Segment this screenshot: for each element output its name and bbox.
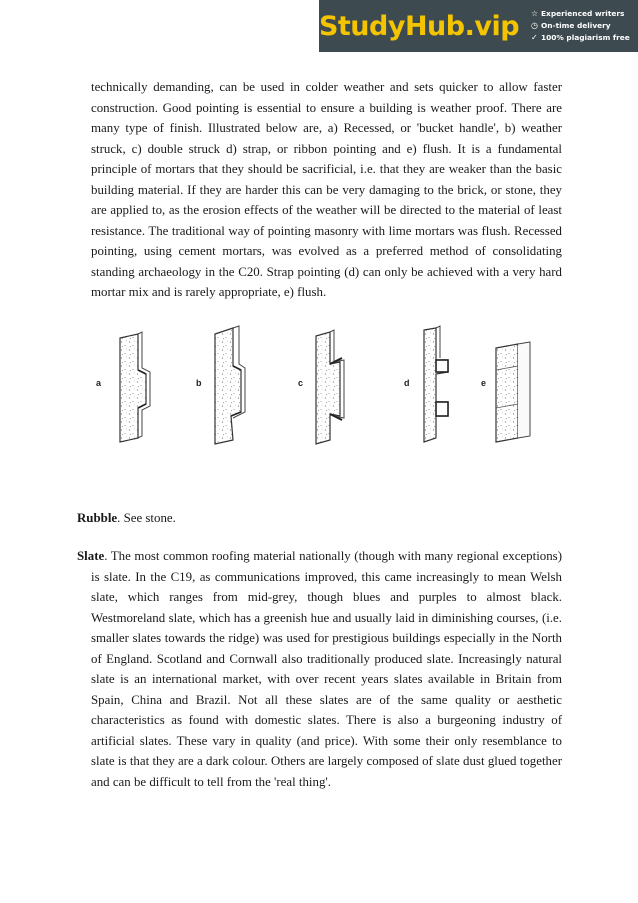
star-icon: ☆ [531,9,539,18]
studyhub-banner[interactable] [319,0,638,52]
slate-text: . The most common roofing material nationally (though with many regional exceptions) is slate. In the C19, as communications improved, this came increasingly to mean Welsh slate, which ranges from mid-grey, though blues and purples to almost black. Westmoreland slate, which has a greenish hue and usually laid in diminishing courses, (i.e. smaller slates towards the ridge) was used for prestigious buildings especially in the North of England. Scotland and Cornwall also traditionally produced slate. Increasingly natural slate is an international market, with over recent years slates available in Britain from Spain, China and Brazil. Not all these slates are of the same quality or aesthetic characteristics as found with domestic slates. There is also a burgeoning industry of artificial slates. These vary in quality (and price). With some their only resemblance to slate is that they are a dark colour. Others are largely composed of slate dust glued together and can be difficult to tell from the 'real thing'. [91,549,562,789]
figure-label-d: d [404,378,410,388]
rubble-text: . See stone. [117,511,176,525]
feature-list [519,8,638,44]
rubble-entry [77,508,562,529]
clock-icon: ◷ [531,21,538,30]
studyhub-logo[interactable]: StudyHub.vip [318,10,520,42]
slate-entry [77,546,562,792]
feature-item [531,20,638,32]
badge-icon: ✓ [531,33,538,42]
figure-label-b: b [196,378,202,388]
pointing-paragraph: technically demanding, can be used in colder weather and sets quicker to allow faster construction. Good pointing is essential to ensure a building is weather proof. There are many type of finish. Illustrated below are, a) Recessed, or 'bucket handle', b) weather struck, c) double struck d) strap, or ribbon pointing and e) flush. It is a fundamental principle of mortars that they should be sacrificial, i.e. that they are weaker than the basic building material. If they are harder this can be very damaging to the brick, or stone, they are applied to, as the erosion effects of the weather will be directed to the material of least resistance. The traditional way of pointing masonry with lime mortars was flush. Recessed pointing, using cement mortars, was evolved as a preferred method of consolidating standing archaeology in the C20. Strap pointing (d) can only be achieved with a very hard mortar mix and is rarely appropriate, e) flush. [91,80,562,299]
figure-label-c: c [298,378,304,388]
slate-term: Slate [77,549,105,563]
figure-label-a: a [96,378,102,388]
diagram-e [496,342,530,442]
feature-item [531,32,638,44]
feature-item [531,8,638,20]
pointing-types-figure [78,308,562,468]
rubble-term: Rubble [77,511,118,525]
feature-label: 100% plagiarism free [541,33,630,42]
figure-label-e: e [481,378,487,388]
feature-label: Experienced writers [541,9,625,18]
feature-label: On-time delivery [541,21,611,30]
